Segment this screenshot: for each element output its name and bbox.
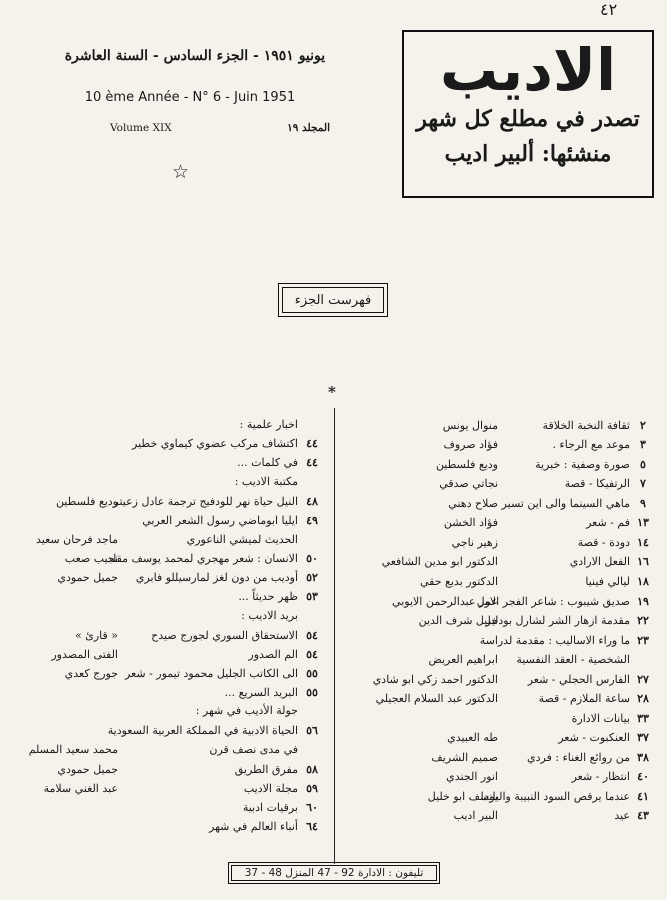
page-number: ٦٠ — [306, 801, 318, 814]
entry-author: يوسف ابو خليل — [427, 790, 498, 803]
footer-home-label: المنزل — [285, 867, 315, 879]
page-number: ٧ — [640, 477, 646, 490]
issue-line-french: 10 ème Année - N° 6 - Juin 1951 — [84, 90, 296, 105]
magazine-tagline: تصدر في مطلع كل شهر — [416, 106, 640, 132]
page-number: ٢ — [640, 419, 646, 432]
page-number: ١٣ — [637, 516, 649, 529]
entry-title: الى الكاتب الجليل محمود تيمور - شعر — [124, 667, 298, 680]
page-number: ٤٠ — [637, 770, 649, 783]
page-number: ٤٨ — [306, 495, 318, 508]
entry-author: خليل شرف الدين — [418, 614, 498, 627]
page-number: ٢٢ — [637, 614, 649, 627]
entry-title: الانسان : شعر مهجري لمحمد يوسف مقلد — [107, 552, 298, 565]
entry-title: البريد السريع ... — [224, 686, 298, 699]
section-header: اخبار علمية : — [239, 418, 298, 431]
page-number: ٢٣ — [637, 634, 649, 647]
entry-title: اكتشاف مركب عضوي كيماوي خطير — [132, 437, 298, 450]
page-number: ٤٤ — [306, 437, 318, 450]
entry-title: مقدمة ازهار الشر لشارل بودلير — [485, 614, 630, 627]
entry-author: صلاح دهني — [448, 497, 498, 510]
page-number: ١٨ — [637, 575, 649, 588]
entry-author: محمد سعيد المسلم — [28, 743, 118, 756]
page-number: ١٩ — [637, 595, 649, 608]
entry-author: فؤاد صروف — [443, 438, 498, 451]
page-number: ٥٦ — [306, 724, 318, 737]
section-header: جولة الأديب في شهر : — [195, 704, 298, 717]
entry-author: « قارئ » — [75, 629, 118, 642]
page-number: ٥٥ — [306, 667, 318, 680]
entry-title: صورة وصفية : خبرية — [535, 458, 630, 471]
entry-author: الدكتور عبد السلام العجيلي — [375, 692, 498, 705]
entry-author: الدكتور ابو مدين الشافعي — [381, 555, 498, 568]
entry-author: زهير ناجي — [451, 536, 498, 549]
volume-arabic: المجلد ١٩ — [287, 122, 330, 134]
entry-title: الرتفيكا - قصة — [564, 477, 630, 490]
entry-title: من روائع الغناء : فردي — [527, 751, 630, 764]
entry-title: انتظار - شعر — [571, 770, 630, 783]
entry-title: ايليا ابوماضي رسول الشعر العربي — [142, 514, 298, 527]
page-number: ٩ — [640, 497, 646, 510]
footer-admin-label: الادارة — [357, 867, 386, 879]
page-number: ٣٧ — [637, 731, 649, 744]
entry-title: صديق شيبوب : شاعر الفجر الاول — [476, 595, 630, 608]
entry-author: جورج كعدي — [64, 667, 118, 680]
entry-author: ابراهيم العريض — [428, 653, 498, 666]
entry-author: الفتى المصدور — [51, 648, 118, 661]
footer-home-numbers: 37 - 48 — [244, 867, 282, 879]
entry-title: الاستحقاق السوري لجورج صيدح — [151, 629, 298, 642]
page-number: ٥ — [640, 458, 646, 471]
page-number: ٥٣ — [306, 590, 318, 603]
toc-title: فهرست الجزء — [282, 287, 384, 313]
entry-title: الشخصية - العقد النفسية — [516, 653, 630, 666]
entry-title: أوديب من دون لغز لمارسيللو فابري — [135, 571, 298, 584]
page-number: ١٦ — [637, 555, 649, 568]
page-number: ٥٤ — [306, 648, 318, 661]
issue-line-arabic: يونيو ١٩٥١ - الجزء السادس - السنة العاشرة — [64, 48, 326, 64]
entry-author: جميل حمودي — [57, 571, 118, 584]
entry-title: النيل حياة نهر للودفيج ترجمة عادل زعيتر — [113, 495, 298, 508]
page-number: ٥٢ — [306, 571, 318, 584]
entry-title: موعد مع الرجاء . — [552, 438, 630, 451]
entry-title: العنكبوت - شعر — [558, 731, 630, 744]
page-number: ٤٩ — [306, 514, 318, 527]
entry-title: الحياة الادبية في المملكة العربية السعودية — [107, 724, 298, 737]
entry-title: مجلة الاديب — [243, 782, 298, 795]
magazine-publisher: منشئها: ألبير اديب — [444, 141, 612, 167]
page-number: ٥٠ — [306, 552, 318, 565]
entry-title: بيانات الادارة — [571, 712, 630, 725]
footer-phone-label: تليفون : — [388, 867, 424, 879]
entry-author: طه العبيدي — [447, 731, 498, 744]
footer-frame — [231, 865, 437, 881]
entry-author: انور الجندي — [446, 770, 498, 783]
page-number: ٦٤ — [306, 820, 318, 833]
entry-title: برقيات ادبية — [242, 801, 298, 814]
footer-admin-numbers: 47 - 92 — [317, 867, 355, 879]
entry-author: البير اديب — [453, 809, 498, 822]
page-corner-mark: ٤٢ — [600, 0, 618, 19]
page-number: ٤٤ — [306, 456, 318, 469]
page-number: ٢٨ — [637, 692, 649, 705]
entry-title: عيد — [614, 809, 630, 822]
entry-title: ما وراء الاساليب : مقدمة لدراسة — [479, 634, 630, 647]
entry-author: الدكتور احمد زكي ابو شادي — [372, 673, 498, 686]
entry-author: وديع فلسطين — [55, 495, 118, 508]
entry-title: دودة - قصة — [577, 536, 630, 549]
page-number: ٤٣ — [637, 809, 649, 822]
entry-author: وديع فلسطين — [435, 458, 498, 471]
section-header: بريد الاديب : — [241, 609, 298, 622]
page-number: ٥٨ — [306, 763, 318, 776]
entry-title: ثقافة النخبة الخلاقة — [542, 419, 630, 432]
entry-title: الفعل الارادي — [569, 555, 630, 568]
page-number: ٥٥ — [306, 686, 318, 699]
entry-author: عمر عبدالرحمن الايوبي — [392, 595, 498, 608]
page-number: ١٤ — [637, 536, 649, 549]
page-number: ٢٧ — [637, 673, 649, 686]
entry-title: مفرق الطريق — [234, 763, 298, 776]
entry-author: فؤاد الخشن — [443, 516, 498, 529]
entry-title: ليالي فينيا — [585, 575, 630, 588]
page-number: ٥٤ — [306, 629, 318, 642]
page-number: ٣٣ — [637, 712, 649, 725]
entry-title: ماهي السينما والى اين تسير — [501, 497, 630, 510]
contact-footer — [228, 862, 440, 884]
entry-author: منوال يونس — [442, 419, 498, 432]
section-header: في مدى نصف قرن — [209, 743, 298, 756]
star-ornament-icon: ☆ — [172, 161, 190, 183]
page-number: ٣٨ — [637, 751, 649, 764]
entry-author: الدكتور بديع حقي — [419, 575, 498, 588]
entry-author: عبد الغني سلامة — [43, 782, 118, 795]
entry-title: ساعة الملازم - قصة — [538, 692, 630, 705]
volume-latin: Volume XIX — [110, 122, 172, 134]
entry-title: ظهر حديثاً ... — [238, 590, 298, 603]
asterisk-ornament-icon: * — [328, 383, 336, 401]
entry-title: الم الصدور — [248, 648, 298, 661]
entry-title: الفارس الحجلي - شعر — [527, 673, 630, 686]
entry-author: نجيب صعب — [64, 552, 118, 565]
page-number: ٥٩ — [306, 782, 318, 795]
entry-author: نجاتي صدقي — [439, 477, 498, 490]
entry-title: أنباء العالم في شهر — [209, 820, 298, 833]
page-number: ٣ — [640, 438, 646, 451]
entry-title: عندما يرقص السود النبيبة والباندا — [480, 790, 630, 803]
section-header: الحديث لميشي الناعوري — [186, 533, 298, 546]
entry-author: جميل حمودي — [57, 763, 118, 776]
entry-title: فم - شعر — [586, 516, 630, 529]
entry-author: ماجد فرحان سعيد — [36, 533, 118, 546]
entry-title: في كلمات ... — [237, 456, 298, 469]
magazine-title: الاديب — [439, 36, 616, 104]
entry-author: صميم الشريف — [431, 751, 498, 764]
page-number: ٤١ — [637, 790, 649, 803]
section-header: مكتبة الاديب : — [234, 475, 298, 488]
